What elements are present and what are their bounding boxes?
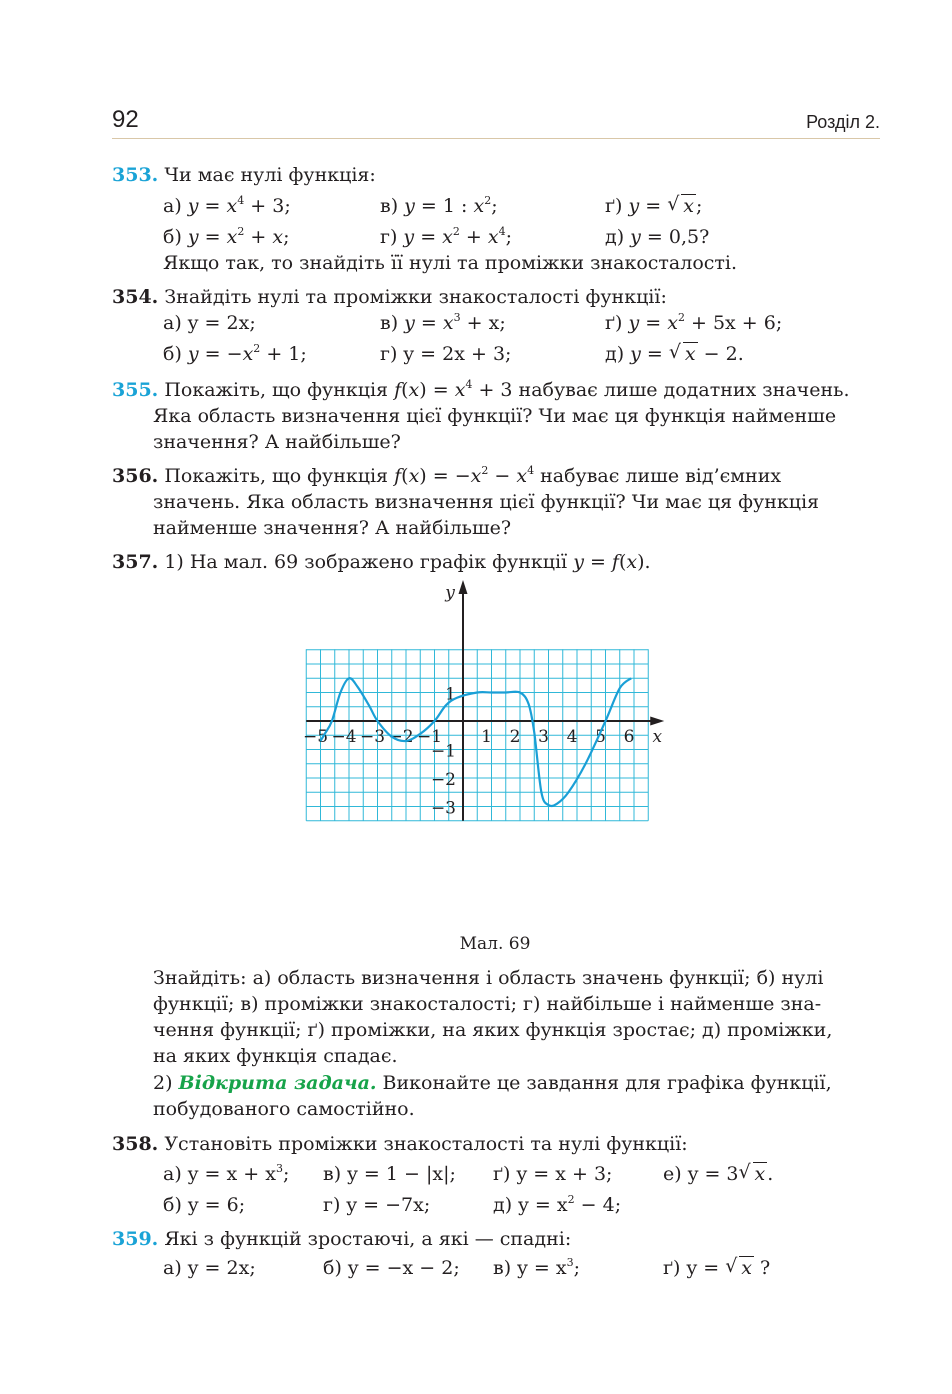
x-tick-label: −2 xyxy=(388,727,414,747)
x-tick-label: −5 xyxy=(302,727,329,747)
sqrt-symbol: √ x xyxy=(667,193,694,217)
option-354-g: ґ) $y = x^2 + 5x + 6$; xyxy=(605,311,783,334)
exercise-357-line-1: Знайдіть: а) область визначення і область значень функції; б) нулі xyxy=(153,967,824,989)
option-353-a: а) $y = x^4 + 3$; xyxy=(163,194,291,217)
option-359-g: ґ) y = √ x ? xyxy=(663,1255,771,1279)
x-tick-label: 5 xyxy=(595,727,606,747)
exercise-357-line-3: чення функції; ґ) проміжки, на яких функція зростає; д) проміжки, xyxy=(153,1019,833,1041)
function-graph xyxy=(150,578,840,924)
exercise-357-line-2: функції; в) проміжки знакосталості; г) найбільше і найменше зна- xyxy=(153,993,822,1015)
exercise-357-line-6: побудованого самостійно. xyxy=(153,1098,415,1120)
exercise-number: 353. xyxy=(112,164,159,186)
figure-caption: Мал. 69 xyxy=(459,934,531,954)
option-359-v: в) $y = x^3$; xyxy=(493,1256,581,1279)
x-tick-label: 4 xyxy=(566,727,578,747)
option-354-d: д) y = √ x − 2. xyxy=(605,341,744,365)
option-354-v: в) $y = x^3 + x$; xyxy=(380,311,506,334)
option-358-d: д) $y = x^2 - 4$; xyxy=(493,1193,622,1216)
exercise-355-line-3: значення? А найбільше? xyxy=(153,431,401,453)
x-tick-label: 6 xyxy=(623,727,635,747)
option-354-a: а) y = 2x; xyxy=(163,312,256,334)
y-tick-label: −1 xyxy=(430,741,456,762)
exercise-number: 359. xyxy=(112,1228,159,1250)
option-358-v: в) y = 1 − |x|; xyxy=(323,1163,456,1185)
x-tick-label: 1 xyxy=(481,727,492,747)
exercise-356-line-3: найменше значення? А найбільше? xyxy=(153,517,512,539)
exercise-359-heading xyxy=(112,1227,571,1251)
exercise-353-heading xyxy=(112,163,376,187)
exercise-356-line-2: значень. Яка область визначення цієї функції? Чи має ця функція xyxy=(153,491,820,513)
y-tick-label: 1 xyxy=(445,684,456,705)
exercise-text: Знайдіть нулі та проміжки знакосталості функції: xyxy=(164,286,667,308)
exercise-number: 355. xyxy=(112,379,159,401)
exercise-number: 354. xyxy=(112,286,159,308)
option-358-e: е) y = 3 √ x . xyxy=(663,1161,774,1185)
sqrt-symbol: √ x xyxy=(725,1255,752,1279)
exercise-357-heading: 357. 1) На мал. 69 зображено графік функції y = f(x). xyxy=(112,551,651,573)
exercise-356-line-1: 356. Покажіть, що функція $f(x) = -x^2 - x^4$ набуває лише від’ємних xyxy=(112,464,782,487)
y-tick-label: −2 xyxy=(430,770,456,790)
page-number: 92 xyxy=(112,106,139,133)
option-354-h: г) y = 2x + 3; xyxy=(380,343,512,365)
sqrt-symbol: √ x xyxy=(738,1161,766,1185)
exercise-number: 357. xyxy=(112,551,159,573)
exercise-number: 356. xyxy=(112,465,159,487)
x-tick-label: −1 xyxy=(416,727,443,747)
x-tick-label: −4 xyxy=(331,727,357,747)
exercise-text: Чи має нулі функція: xyxy=(164,164,376,186)
x-axis-label: x xyxy=(652,727,663,747)
exercise-358-heading xyxy=(112,1132,688,1156)
x-tick-label: 2 xyxy=(509,727,521,747)
option-359-b: б) y = −x − 2; xyxy=(323,1257,460,1279)
exercise-357-line-4: на яких функція спадає. xyxy=(153,1045,398,1067)
exercise-354-heading xyxy=(112,285,667,309)
option-358-h: г) y = −7x; xyxy=(323,1194,431,1216)
y-axis-arrow-icon xyxy=(459,580,468,594)
x-tick-label: 3 xyxy=(538,727,549,747)
x-axis-arrow-icon xyxy=(650,717,664,726)
exercise-355-line-1: 355. Покажіть, що функція $f(x) = x^4 + 3$ набуває лише додатних значень. xyxy=(112,378,850,401)
open-task-label: Відкрита задача. xyxy=(178,1072,377,1094)
exercise-353-tail: Якщо так, то знайдіть її нулі та проміжки знакосталості. xyxy=(163,252,738,274)
option-359-a: а) y = 2x; xyxy=(163,1257,256,1279)
section-title: Розділ 2. xyxy=(806,112,880,132)
header-divider xyxy=(112,138,880,139)
x-tick-label: −3 xyxy=(359,727,386,747)
exercise-355-line-2: Яка область визначення цієї функції? Чи має ця функція найменше xyxy=(153,405,837,427)
exercise-text: Установіть проміжки знакосталості та нулі функції: xyxy=(164,1133,688,1155)
option-353-b: б) $y = x^2 + x$; xyxy=(163,225,290,248)
option-353-v: в) y = 1 : $x^2$; xyxy=(380,194,498,217)
exercise-357-line-5: 2) Відкрита задача. Виконайте це завдання для графіка функції, xyxy=(153,1072,832,1094)
sqrt-symbol: √ x xyxy=(668,341,696,365)
option-358-b: б) y = 6; xyxy=(163,1194,246,1216)
exercise-number: 358. xyxy=(112,1133,159,1155)
option-353-h: г) $y = x^2 + x^4$; xyxy=(380,225,512,248)
y-tick-label: −3 xyxy=(430,798,456,819)
exercise-text: Які з функцій зростаючі, а які — спадні: xyxy=(164,1228,572,1250)
option-354-b: б) $y = -x^2 + 1$; xyxy=(163,342,307,365)
option-358-g: ґ) y = x + 3; xyxy=(493,1163,613,1185)
option-358-a: а) $y = x + x^3$; xyxy=(163,1162,290,1185)
option-353-d: д) y = 0,5? xyxy=(605,226,710,248)
y-axis-label: y xyxy=(445,583,455,603)
option-353-g: ґ) y = √ x ; xyxy=(605,193,703,217)
